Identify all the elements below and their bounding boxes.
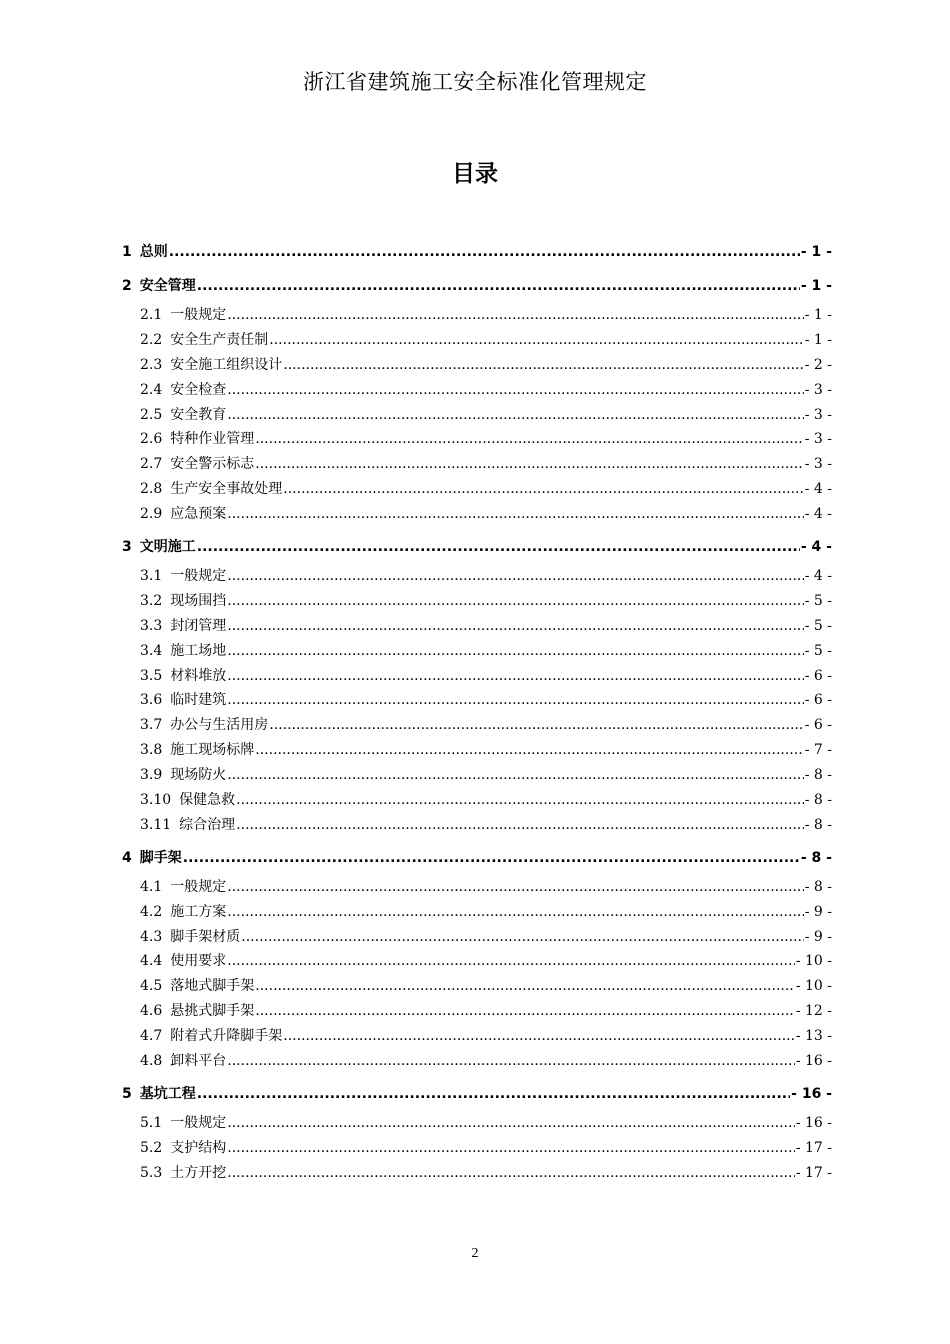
toc-dot-leader — [197, 533, 800, 561]
toc-entry-number: 3.6 — [140, 692, 163, 709]
toc-entry-number: 4 — [122, 849, 132, 866]
toc-dot-leader — [183, 844, 800, 872]
toc-dot-leader — [227, 664, 803, 689]
toc-entry-page: - 4 - — [800, 539, 832, 556]
toc-entry-number: 3.9 — [140, 767, 163, 784]
toc-section-entry[interactable] — [122, 813, 832, 838]
toc-entry-number: 4.5 — [140, 978, 163, 995]
toc-entry-title: 土方开挖 — [170, 1164, 227, 1181]
toc-entry-title: 安全管理 — [139, 278, 196, 294]
toc-entry-number: 3.5 — [140, 667, 163, 684]
toc-section-entry[interactable] — [122, 900, 832, 925]
toc-chapter-entry[interactable] — [122, 238, 832, 266]
toc-dot-leader — [227, 589, 803, 614]
toc-dot-leader — [236, 788, 804, 813]
toc-entry-page: - 4 - — [804, 481, 832, 498]
toc-chapter-entry[interactable] — [122, 533, 832, 561]
toc-entry-page: - 8 - — [804, 792, 832, 809]
toc-entry-page: - 16 - — [791, 1085, 832, 1102]
toc-dot-leader — [227, 614, 803, 639]
toc-entry-number: 4.8 — [140, 1053, 163, 1070]
toc-section-entry[interactable] — [122, 328, 832, 353]
toc-entry-title: 特种作业管理 — [170, 431, 255, 448]
toc-entry-title: 文明施工 — [139, 539, 196, 556]
toc-entry-page: - 3 - — [804, 406, 832, 423]
toc-dot-leader — [283, 1024, 795, 1049]
toc-dot-leader — [227, 1111, 795, 1136]
toc-heading: 目录 — [452, 161, 498, 187]
toc-entry-number: 4.4 — [140, 953, 163, 970]
toc-entry-number: 2.5 — [140, 406, 163, 423]
toc-entry-title: 综合治理 — [179, 816, 236, 833]
toc-dot-leader — [227, 639, 803, 664]
toc-dot-leader — [227, 900, 803, 925]
page-number: 2 — [471, 1246, 479, 1261]
toc-entry-number: 2.3 — [140, 356, 163, 373]
toc-section-entry[interactable] — [122, 1024, 832, 1049]
toc-dot-leader — [227, 502, 803, 527]
toc-section-entry[interactable] — [122, 949, 832, 974]
toc-entry-title: 安全教育 — [170, 406, 227, 423]
toc-entry-title: 封闭管理 — [170, 617, 227, 634]
toc-entry-page: - 2 - — [804, 356, 832, 373]
toc-entry-title: 安全生产责任制 — [170, 331, 269, 348]
toc-entry-title: 脚手架 — [139, 849, 182, 866]
toc-section-entry[interactable] — [122, 303, 832, 328]
toc-dot-leader — [255, 427, 803, 452]
toc-entry-title: 施工场地 — [170, 642, 227, 659]
toc-dot-leader — [227, 564, 803, 589]
toc-entry-number: 3 — [122, 539, 132, 556]
toc-entry-page: - 5 - — [804, 617, 832, 634]
toc-section-entry[interactable] — [122, 639, 832, 664]
toc-entry-page: - 6 - — [804, 692, 832, 709]
toc-dot-leader — [236, 813, 804, 838]
toc-entry-title: 施工方案 — [170, 903, 227, 920]
toc-dot-leader — [255, 974, 795, 999]
toc-entry-page: - 7 - — [804, 742, 832, 759]
toc-entry-title: 基坑工程 — [139, 1085, 196, 1102]
toc-entry-page: - 9 - — [804, 928, 832, 945]
toc-entry-title: 总则 — [139, 244, 168, 260]
toc-dot-leader — [227, 378, 803, 403]
toc-section-entry[interactable] — [122, 1111, 832, 1136]
toc-dot-leader — [255, 738, 803, 763]
toc-dot-leader — [227, 303, 803, 328]
toc-entry-title: 安全检查 — [170, 381, 227, 398]
toc-section-entry[interactable] — [122, 403, 832, 428]
toc-entry-title: 支护结构 — [170, 1139, 227, 1156]
toc-entry-page: - 4 - — [804, 506, 832, 523]
toc-entry-title: 保健急救 — [179, 792, 236, 809]
toc-entry-page: - 1 - — [804, 331, 832, 348]
toc-section-entry[interactable] — [122, 378, 832, 403]
toc-entry-title: 施工现场标牌 — [170, 742, 255, 759]
toc-dot-leader — [197, 272, 800, 300]
toc-section-entry[interactable] — [122, 589, 832, 614]
toc-chapter-entry[interactable] — [122, 272, 832, 300]
toc-entry-title: 悬挑式脚手架 — [170, 1003, 255, 1020]
toc-dot-leader — [269, 328, 803, 353]
toc-entry-page: - 12 - — [795, 1003, 832, 1020]
document-title: 浙江省建筑施工安全标准化管理规定 — [303, 70, 647, 94]
toc-entry-title: 一般规定 — [170, 307, 227, 323]
toc-dot-leader — [255, 999, 795, 1024]
toc-entry-title: 办公与生活用房 — [170, 717, 269, 734]
toc-entry-title: 卸料平台 — [170, 1053, 227, 1070]
toc-dot-leader — [227, 1049, 795, 1074]
toc-entry-number: 2 — [122, 278, 132, 294]
toc-entry-page: - 5 - — [804, 592, 832, 609]
toc-dot-leader — [227, 875, 803, 900]
toc-section-entry[interactable] — [122, 1049, 832, 1074]
toc-entry-page: - 16 - — [795, 1053, 832, 1070]
toc-entry-title: 生产安全事故处理 — [170, 481, 283, 498]
toc-entry-number: 2.7 — [140, 456, 163, 473]
toc-section-entry[interactable] — [122, 664, 832, 689]
toc-entry-page: - 6 - — [804, 717, 832, 734]
toc-entry-title: 一般规定 — [170, 878, 227, 895]
toc-entry-title: 附着式升降脚手架 — [170, 1028, 283, 1045]
toc-entry-title: 现场围挡 — [170, 592, 227, 609]
toc-entry-number: 4.7 — [140, 1028, 163, 1045]
toc-dot-leader — [269, 713, 803, 738]
toc-dot-leader — [283, 477, 803, 502]
toc-entry-page: - 16 - — [795, 1114, 832, 1131]
table-of-contents — [122, 238, 832, 1186]
toc-entry-number: 1 — [122, 244, 132, 260]
toc-dot-leader — [283, 353, 803, 378]
toc-entry-title: 现场防火 — [170, 767, 227, 784]
toc-entry-page: - 6 - — [804, 667, 832, 684]
toc-entry-page: - 8 - — [804, 816, 832, 833]
toc-entry-title: 安全警示标志 — [170, 456, 255, 473]
toc-section-entry[interactable] — [122, 1136, 832, 1161]
toc-entry-number: 2.9 — [140, 506, 163, 523]
toc-entry-number: 4.6 — [140, 1003, 163, 1020]
toc-entry-page: - 8 - — [804, 878, 832, 895]
toc-entry-number: 4.1 — [140, 878, 163, 895]
toc-entry-number: 5.2 — [140, 1139, 163, 1156]
toc-entry-page: - 13 - — [795, 1028, 832, 1045]
toc-entry-page: - 3 - — [804, 431, 832, 448]
toc-entry-title: 应急预案 — [170, 506, 227, 523]
toc-section-entry[interactable] — [122, 738, 832, 763]
toc-section-entry[interactable] — [122, 788, 832, 813]
toc-entry-page: - 9 - — [804, 903, 832, 920]
toc-section-entry[interactable] — [122, 564, 832, 589]
toc-section-entry[interactable] — [122, 925, 832, 950]
toc-dot-leader — [227, 403, 803, 428]
toc-dot-leader — [255, 452, 803, 477]
toc-entry-number: 4.3 — [140, 928, 163, 945]
toc-entry-number: 5 — [122, 1085, 132, 1102]
toc-section-entry[interactable] — [122, 502, 832, 527]
toc-entry-title: 一般规定 — [170, 1114, 227, 1131]
toc-dot-leader — [227, 1136, 795, 1161]
toc-dot-leader — [169, 238, 800, 266]
toc-section-entry[interactable] — [122, 763, 832, 788]
toc-entry-number: 2.4 — [140, 381, 163, 398]
toc-entry-page: - 3 - — [804, 456, 832, 473]
toc-entry-title: 安全施工组织设计 — [170, 356, 283, 373]
toc-entry-number: 5.1 — [140, 1114, 163, 1131]
toc-dot-leader — [227, 949, 795, 974]
toc-entry-page: - 1 - — [800, 278, 832, 294]
toc-section-entry[interactable] — [122, 614, 832, 639]
toc-entry-number: 3.8 — [140, 742, 163, 759]
toc-entry-number: 5.3 — [140, 1164, 163, 1181]
toc-chapter-entry[interactable] — [122, 844, 832, 872]
toc-entry-page: - 17 - — [795, 1139, 832, 1156]
toc-entry-page: - 4 - — [804, 568, 832, 585]
toc-dot-leader — [227, 1161, 795, 1186]
toc-entry-page: - 17 - — [795, 1164, 832, 1181]
toc-section-entry[interactable] — [122, 688, 832, 713]
toc-entry-number: 3.3 — [140, 617, 163, 634]
toc-section-entry[interactable] — [122, 999, 832, 1024]
toc-dot-leader — [227, 688, 803, 713]
toc-section-entry[interactable] — [122, 477, 832, 502]
toc-section-entry[interactable] — [122, 875, 832, 900]
toc-dot-leader — [197, 1080, 790, 1108]
toc-section-entry[interactable] — [122, 452, 832, 477]
toc-entry-page: - 8 - — [800, 849, 832, 866]
toc-entry-page: - 1 - — [804, 307, 832, 323]
toc-chapter-entry[interactable] — [122, 1080, 832, 1108]
toc-section-entry[interactable] — [122, 353, 832, 378]
toc-section-entry[interactable] — [122, 974, 832, 999]
toc-entry-number: 2.1 — [140, 307, 163, 323]
toc-entry-title: 材料堆放 — [170, 667, 227, 684]
toc-entry-title: 使用要求 — [170, 953, 227, 970]
toc-entry-number: 3.11 — [140, 816, 172, 833]
toc-section-entry[interactable] — [122, 1161, 832, 1186]
toc-entry-number: 3.10 — [140, 792, 172, 809]
toc-entry-number: 3.1 — [140, 568, 163, 585]
toc-dot-leader — [227, 763, 803, 788]
toc-entry-title: 落地式脚手架 — [170, 978, 255, 995]
toc-entry-title: 一般规定 — [170, 568, 227, 585]
toc-entry-page: - 3 - — [804, 381, 832, 398]
toc-entry-number: 2.8 — [140, 481, 163, 498]
toc-entry-page: - 5 - — [804, 642, 832, 659]
toc-entry-number: 3.4 — [140, 642, 163, 659]
toc-entry-page: - 10 - — [795, 953, 832, 970]
toc-entry-number: 3.7 — [140, 717, 163, 734]
toc-entry-page: - 8 - — [804, 767, 832, 784]
toc-entry-number: 2.6 — [140, 431, 163, 448]
toc-section-entry[interactable] — [122, 713, 832, 738]
toc-entry-page: - 10 - — [795, 978, 832, 995]
toc-dot-leader — [241, 925, 803, 950]
toc-entry-number: 4.2 — [140, 903, 163, 920]
toc-entry-number: 3.2 — [140, 592, 163, 609]
toc-entry-number: 2.2 — [140, 331, 163, 348]
toc-entry-title: 临时建筑 — [170, 692, 227, 709]
toc-entry-page: - 1 - — [800, 244, 832, 260]
toc-entry-title: 脚手架材质 — [170, 928, 241, 945]
toc-section-entry[interactable] — [122, 427, 832, 452]
